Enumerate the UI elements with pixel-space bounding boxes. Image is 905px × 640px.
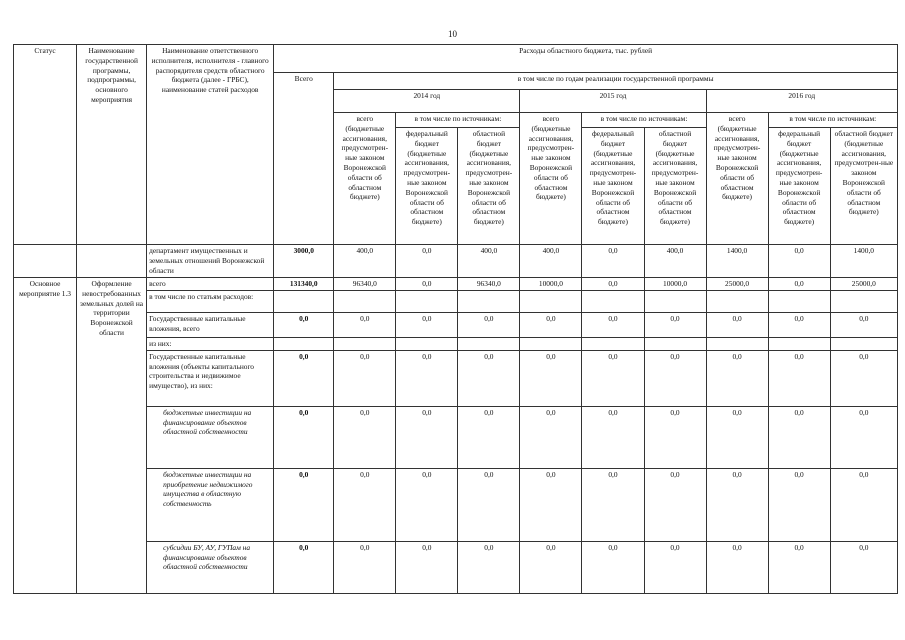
header-year-total: всего (бюджетные ассигнования, предусмотрен-ные законом Воронежской области об областном бюджете) <box>706 113 768 245</box>
value-cell: 1400,0 <box>830 245 897 278</box>
value-cell: 0,0 <box>768 313 830 338</box>
header-status: Статус <box>14 45 77 245</box>
value-cell <box>458 291 520 313</box>
value-cell: 96340,0 <box>458 278 520 291</box>
total-cell <box>274 338 334 351</box>
value-cell: 0,0 <box>706 313 768 338</box>
value-cell: 0,0 <box>520 468 582 541</box>
value-cell <box>396 291 458 313</box>
value-cell: 0,0 <box>768 245 830 278</box>
header-year-2016: 2016 год <box>706 90 897 113</box>
total-cell: 0,0 <box>274 350 334 406</box>
header-by-sources: в том числе по источникам: <box>768 113 897 128</box>
table-row <box>14 541 898 593</box>
status-cell: Основное мероприятие 1.3 <box>14 278 77 594</box>
value-cell: 0,0 <box>396 245 458 278</box>
value-cell <box>334 338 396 351</box>
total-cell: 131340,0 <box>274 278 334 291</box>
value-cell: 0,0 <box>768 541 830 593</box>
value-cell: 0,0 <box>644 406 706 468</box>
value-cell <box>768 338 830 351</box>
total-cell: 0,0 <box>274 468 334 541</box>
value-cell: 0,0 <box>458 468 520 541</box>
executor-cell: всего <box>147 278 274 291</box>
value-cell: 0,0 <box>458 406 520 468</box>
value-cell: 0,0 <box>706 406 768 468</box>
value-cell <box>706 338 768 351</box>
header-year-2015: 2015 год <box>520 90 706 113</box>
table-row <box>14 313 898 338</box>
value-cell <box>582 291 644 313</box>
value-cell <box>768 291 830 313</box>
value-cell: 0,0 <box>768 468 830 541</box>
value-cell: 0,0 <box>830 541 897 593</box>
value-cell: 0,0 <box>396 406 458 468</box>
value-cell <box>644 291 706 313</box>
value-cell: 0,0 <box>334 313 396 338</box>
value-cell: 25000,0 <box>830 278 897 291</box>
value-cell: 0,0 <box>582 541 644 593</box>
header-year-total: всего (бюджетные ассигнования, предусмотрен-ные законом Воронежской области об областном бюджете) <box>334 113 396 245</box>
value-cell: 0,0 <box>830 468 897 541</box>
value-cell: 0,0 <box>830 350 897 406</box>
header-federal: федеральный бюджет (бюджетные ассигнования, предусмотрен-ные законом Воронежской области об областном бюджете) <box>768 128 830 245</box>
value-cell: 0,0 <box>396 313 458 338</box>
value-cell: 0,0 <box>334 541 396 593</box>
value-cell: 0,0 <box>334 468 396 541</box>
value-cell: 0,0 <box>582 468 644 541</box>
table-row <box>14 468 898 541</box>
executor-cell: бюджетные инвестиции на финансирование объектов областной собственности <box>147 406 274 468</box>
total-cell: 0,0 <box>274 406 334 468</box>
value-cell <box>334 291 396 313</box>
header-by-sources: в том числе по источникам: <box>396 113 520 128</box>
value-cell: 400,0 <box>334 245 396 278</box>
header-regional: областной бюджет (бюджетные ассигнования, предусмотрен-ные законом Воронежской области об областном бюджете) <box>644 128 706 245</box>
value-cell: 1400,0 <box>706 245 768 278</box>
header-by-years: в том числе по годам реализации государственной программы <box>334 73 898 90</box>
header-total: Всего <box>274 73 334 245</box>
value-cell: 0,0 <box>768 406 830 468</box>
value-cell: 0,0 <box>582 406 644 468</box>
value-cell: 0,0 <box>706 468 768 541</box>
executor-cell: Государственные капитальные вложения, всего <box>147 313 274 338</box>
value-cell: 0,0 <box>706 541 768 593</box>
value-cell: 10000,0 <box>644 278 706 291</box>
header-federal: федеральный бюджет (бюджетные ассигнования, предусмотрен-ные законом Воронежской области об областном бюджете) <box>582 128 644 245</box>
value-cell <box>644 338 706 351</box>
value-cell: 0,0 <box>396 541 458 593</box>
executor-cell: субсидии БУ, АУ, ГУПам на финансирование объектов областной собственности <box>147 541 274 593</box>
value-cell: 0,0 <box>520 541 582 593</box>
table-row <box>14 278 898 291</box>
value-cell: 10000,0 <box>520 278 582 291</box>
value-cell: 25000,0 <box>706 278 768 291</box>
header-by-sources: в том числе по источникам: <box>582 113 706 128</box>
executor-cell: департамент имущественных и земельных отношений Воронежской области <box>147 245 274 278</box>
value-cell <box>396 338 458 351</box>
value-cell: 400,0 <box>644 245 706 278</box>
page-number: 10 <box>448 29 457 39</box>
table-row <box>14 291 898 313</box>
value-cell: 0,0 <box>706 350 768 406</box>
value-cell <box>830 291 897 313</box>
total-cell: 0,0 <box>274 313 334 338</box>
value-cell: 0,0 <box>768 278 830 291</box>
value-cell: 0,0 <box>582 350 644 406</box>
table-row <box>14 406 898 468</box>
value-cell: 0,0 <box>520 406 582 468</box>
value-cell: 0,0 <box>458 541 520 593</box>
total-cell <box>274 291 334 313</box>
value-cell: 0,0 <box>520 350 582 406</box>
header-regional: областной бюджет (бюджетные ассигнования, предусмотрен-ные законом Воронежской области об областном бюджете) <box>458 128 520 245</box>
value-cell: 0,0 <box>644 541 706 593</box>
table-row <box>14 245 898 278</box>
value-cell: 0,0 <box>334 406 396 468</box>
program-cell: Оформление невостребованных земельных долей на территории Воронежской области <box>77 278 147 594</box>
header-executor: Наименование ответственного исполнителя, исполнителя - главного распорядителя средств областного бюджета (далее - ГРБС), наименование статей расходов <box>147 45 274 245</box>
value-cell: 0,0 <box>396 350 458 406</box>
value-cell: 0,0 <box>334 350 396 406</box>
header-federal: федеральный бюджет (бюджетные ассигнования, предусмотрен-ные законом Воронежской области об областном бюджете) <box>396 128 458 245</box>
value-cell <box>520 338 582 351</box>
value-cell: 96340,0 <box>334 278 396 291</box>
value-cell <box>520 291 582 313</box>
value-cell: 0,0 <box>396 278 458 291</box>
value-cell: 0,0 <box>582 313 644 338</box>
value-cell: 0,0 <box>830 313 897 338</box>
table-row <box>14 350 898 406</box>
header-year-2014: 2014 год <box>334 90 520 113</box>
executor-cell: бюджетные инвестиции на приобретение недвижимого имущества в областную собственность <box>147 468 274 541</box>
value-cell <box>582 338 644 351</box>
value-cell: 400,0 <box>520 245 582 278</box>
value-cell: 0,0 <box>644 313 706 338</box>
header-regional: областной бюджет (бюджетные ассигнования, предусмотрен-ные законом Воронежской области об областном бюджете) <box>830 128 897 245</box>
value-cell: 0,0 <box>582 245 644 278</box>
header-program-name: Наименование государственной программы, подпрограммы, основного мероприятия <box>77 45 147 245</box>
total-cell: 3000,0 <box>274 245 334 278</box>
value-cell: 0,0 <box>644 468 706 541</box>
header-expenses-title: Расходы областного бюджета, тыс. рублей <box>274 45 898 73</box>
executor-cell: в том числе по статьям расходов: <box>147 291 274 313</box>
value-cell <box>706 291 768 313</box>
value-cell: 0,0 <box>520 313 582 338</box>
value-cell: 0,0 <box>644 350 706 406</box>
value-cell <box>458 338 520 351</box>
header-year-total: всего (бюджетные ассигнования, предусмотрен-ные законом Воронежской области об областном бюджете) <box>520 113 582 245</box>
value-cell: 0,0 <box>458 350 520 406</box>
value-cell <box>830 338 897 351</box>
status-cell <box>14 245 77 278</box>
executor-cell: из них: <box>147 338 274 351</box>
program-cell <box>77 245 147 278</box>
value-cell: 400,0 <box>458 245 520 278</box>
value-cell: 0,0 <box>458 313 520 338</box>
value-cell: 0,0 <box>582 278 644 291</box>
value-cell: 0,0 <box>830 406 897 468</box>
budget-table <box>13 44 898 594</box>
executor-cell: Государственные капитальные вложения (объекты капитального строительства и недвижимое имущество), из них: <box>147 350 274 406</box>
value-cell: 0,0 <box>396 468 458 541</box>
value-cell: 0,0 <box>768 350 830 406</box>
table-row <box>14 338 898 351</box>
total-cell: 0,0 <box>274 541 334 593</box>
